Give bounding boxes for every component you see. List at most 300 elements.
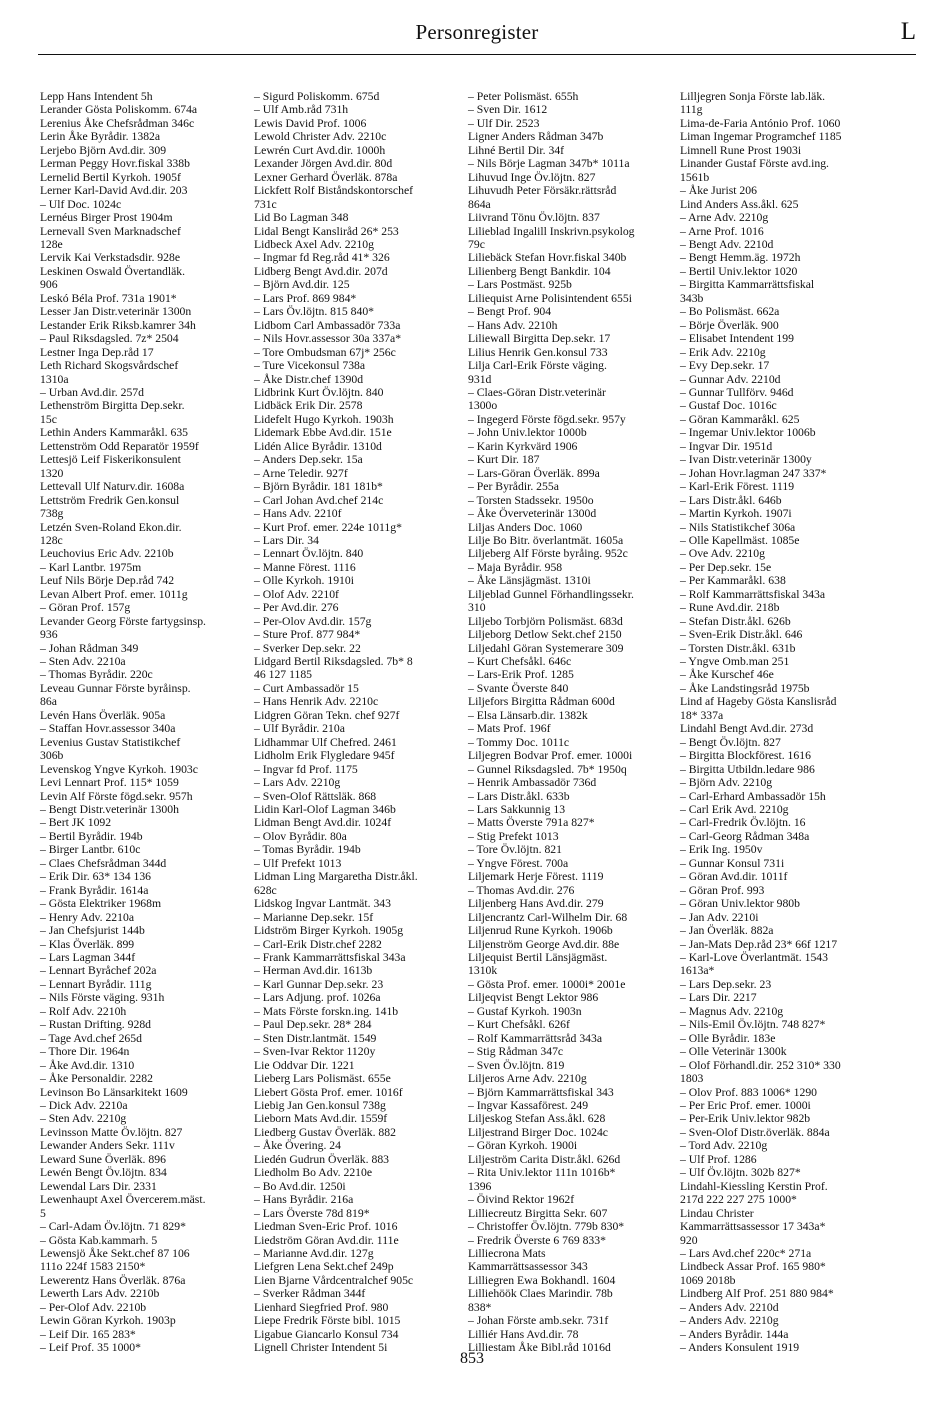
register-entry: Lidin Karl-Olof Lagman 346b <box>254 803 396 817</box>
register-entry: – Lars Postmäst. 925b <box>468 278 572 292</box>
register-entry: Lie Oddvar Dir. 1221 <box>254 1058 355 1072</box>
register-entry: Lestner Inga Dep.råd 17 <box>40 345 154 359</box>
register-entry: – Anders Byrådir. 144a <box>680 1327 789 1341</box>
register-entry: – Bengt Prof. 904 <box>468 305 552 319</box>
register-entry: Lernelid Bertil Kyrkoh. 1905f <box>40 170 181 184</box>
register-entry: – Olle Byrådir. 183e <box>680 1031 776 1045</box>
register-entry: – Åke Avd.dir. 1310 <box>40 1058 135 1072</box>
register-entry: – Ingmar fd Reg.råd 41* 326 <box>254 251 390 265</box>
register-entry: – Gustaf Kyrkoh. 1903n <box>468 1004 582 1018</box>
section-letter: L <box>900 18 916 45</box>
register-entry: – Åke Landstingsråd 1975b <box>680 681 810 695</box>
register-entry: Levenius Gustav Statistikchef <box>40 735 181 749</box>
register-entry: – Rustan Drifting. 928d <box>40 1018 152 1032</box>
register-entry: – Lars Dir. 34 <box>254 533 319 547</box>
register-entry: – Carl-Fredrik Öv.löjtn. 16 <box>680 816 806 830</box>
register-entry: Lewold Christer Adv. 2210c <box>254 130 387 144</box>
register-entry: Lethin Anders Kammaråkl. 635 <box>40 426 189 440</box>
register-entry: – Kurt Prof. emer. 224e 1011g* <box>254 520 402 534</box>
register-entry: – Lars Sakkunnig 13 <box>468 803 566 817</box>
register-entry: Lidberg Bengt Avd.dir. 207d <box>254 264 388 278</box>
register-entry: 306b <box>40 749 64 763</box>
register-entry: – Fredrik Överste 6 769 833* <box>468 1233 606 1247</box>
register-entry: Lexner Gerhard Överläk. 878a <box>254 170 398 184</box>
register-entry: – Gustaf Doc. 1016c <box>680 399 777 413</box>
register-entry: Ligner Anders Rådman 347b <box>468 130 604 144</box>
register-entry: Limnell Rune Prost 1903i <box>680 143 802 157</box>
register-entry: 343b <box>680 291 704 305</box>
register-entry: – Paul Dep.sekr. 28* 284 <box>254 1018 372 1032</box>
register-entry: – Olov Byrådir. 80a <box>254 829 347 843</box>
register-entry: – Thomas Avd.dir. 276 <box>468 883 575 897</box>
register-entry: 310 <box>468 601 486 615</box>
register-entry: – Ingemar Univ.lektor 1006b <box>680 426 816 440</box>
register-entry: – Johan Förste amb.sekr. 731f <box>468 1314 609 1328</box>
register-entry: Lilius Henrik Gen.konsul 733 <box>468 345 608 359</box>
register-entry: Leuf Nils Börje Dep.råd 742 <box>40 574 175 588</box>
register-entry: – Arne Teledir. 927f <box>254 466 348 480</box>
register-entry: – Maja Byrådir. 958 <box>468 560 563 574</box>
register-entry: – Åke Personaldir. 2282 <box>40 1072 153 1086</box>
register-entry: – Carl Erik Avd. 2210g <box>680 803 789 817</box>
register-entry: Leveau Gunnar Förste byråinsp. <box>40 681 191 695</box>
register-entry: – Sven Öv.löjtn. 819 <box>468 1058 565 1072</box>
register-entry: Liljeström Carita Distr.åkl. 626d <box>468 1152 621 1166</box>
register-entry: – Marianne Avd.dir. 127g <box>254 1246 374 1260</box>
register-entry: Lexander Jörgen Avd.dir. 80d <box>254 157 393 171</box>
register-entry: Liljequist Bertil Länsjägmäst. <box>468 951 608 964</box>
register-entry: 1803 <box>680 1072 704 1086</box>
register-entry: – Åke Kurschef 46e <box>680 668 774 682</box>
register-entry: – Ingvar fd Prof. 1175 <box>254 762 358 776</box>
register-entry: – Rolf Kammarrättsråd 343a <box>468 1031 603 1045</box>
register-entry: – Ulf Dir. 2523 <box>468 116 540 130</box>
register-entry: 15c <box>40 412 57 426</box>
page-title: Personregister <box>415 20 539 44</box>
register-entry: – Nils-Emil Öv.löjtn. 748 827* <box>680 1018 826 1032</box>
register-entry: – Tore Öv.löjtn. 821 <box>468 843 562 857</box>
register-entry: – Lars Adjung. prof. 1026a <box>254 991 381 1005</box>
register-entry: Lilliehöök Claes Marindir. 78b <box>468 1287 613 1301</box>
register-entry: – Per Kammaråkl. 638 <box>680 574 786 588</box>
register-entry: – Anders Dep.sekr. 15a <box>254 453 363 467</box>
register-entry: – Sven-Ivar Rektor 1120y <box>254 1045 376 1059</box>
register-entry: – Ulf Prof. 1286 <box>680 1152 757 1166</box>
register-entry: Lidman Ling Margaretha Distr.åkl. <box>254 870 418 884</box>
register-entry: – Gösta Prof. emer. 1000i* 2001e <box>468 977 626 991</box>
register-entry: Lindberg Alf Prof. 251 880 984* <box>680 1287 834 1301</box>
register-entry: Leskó Béla Prof. 731a 1901* <box>40 291 177 305</box>
register-entry: – Herman Avd.dir. 1613b <box>254 964 373 978</box>
register-entry: – Ingegerd Förste fögd.sekr. 957y <box>468 412 626 426</box>
register-entry: Lien Bjarne Vårdcentralchef 905c <box>254 1273 414 1287</box>
register-entry: Lewerth Lars Adv. 2210b <box>40 1287 160 1301</box>
register-entry: Liebert Gösta Prof. emer. 1016f <box>254 1085 403 1099</box>
register-entry: – Svante Överste 840 <box>468 681 569 695</box>
register-entry: – Lars-Erik Prof. 1285 <box>468 668 574 682</box>
register-entry: – Åke Övering. 24 <box>254 1139 341 1153</box>
register-entry: Lidal Bengt Kansliråd 26* 253 <box>254 224 399 238</box>
register-entry: – Sven Dir. 1612 <box>468 103 548 117</box>
register-entry: – Johan Rådman 349 <box>40 641 139 655</box>
register-entry: – Thore Dir. 1964n <box>40 1045 130 1059</box>
register-entry: – Klas Överläk. 899 <box>40 937 135 951</box>
register-entry: Leskinen Oswald Övertandläk. <box>40 264 186 278</box>
register-entry: – Lars Avd.chef 220c* 271a <box>680 1246 812 1260</box>
register-entry: Lilliecrona Mats <box>468 1246 546 1260</box>
register-entry: – Björn Adv. 2210g <box>680 776 773 790</box>
register-entry: – Sigurd Poliskomm. 675d <box>254 90 380 103</box>
register-entry: Lettström Fredrik Gen.konsul <box>40 493 180 507</box>
register-entry: Liljenberg Hans Avd.dir. 279 <box>468 897 604 911</box>
register-entry: 79c <box>468 237 485 251</box>
register-entry: – Hans Byrådir. 216a <box>254 1193 354 1207</box>
register-entry: Liljefors Birgitta Rådman 600d <box>468 695 615 709</box>
register-entry: – Nils Börje Lagman 347b* 1011a <box>468 157 630 171</box>
register-entry: Lewin Göran Kyrkoh. 1903p <box>40 1314 176 1328</box>
register-entry: – Per Eric Prof. emer. 1000i <box>680 1098 811 1112</box>
register-entry: – Olof Adv. 2210f <box>254 587 339 601</box>
register-entry: – Bert JK 1092 <box>40 816 112 830</box>
register-entry: Lerjebo Björn Avd.dir. 309 <box>40 143 167 157</box>
register-entry: – Frank Byrådir. 1614a <box>40 883 149 897</box>
register-entry: Lerin Åke Byrådir. 1382a <box>40 130 161 144</box>
register-entry: Levin Alf Förste fögd.sekr. 957h <box>40 789 193 803</box>
register-entry: – Anders Adv. 2210d <box>680 1300 779 1314</box>
register-entry: – Kurt Chefsåkl. 626f <box>468 1018 570 1032</box>
register-entry: – Lars Prof. 869 984* <box>254 291 357 305</box>
register-entry: Lerenius Åke Chefsrådman 346c <box>40 116 195 130</box>
register-entry: Lilieblad Ingalill Inskrivn.psykolog <box>468 224 635 238</box>
register-entry: Lickfett Rolf Biståndskontorschef <box>254 184 414 198</box>
register-entry: Lilljegren Sonja Förste lab.läk. <box>680 90 826 103</box>
register-entry: Liljas Anders Doc. 1060 <box>468 520 583 534</box>
register-entry: – Björn Kammarrättsfiskal 343 <box>468 1085 614 1099</box>
register-entry: – Martin Kyrkoh. 1907i <box>680 507 792 521</box>
register-entry: – Hans Henrik Adv. 2210c <box>254 695 379 709</box>
register-entry: Leward Sune Överläk. 896 <box>40 1152 166 1166</box>
register-entry: Lihuvudh Peter Försäkr.rättsråd <box>468 184 617 198</box>
register-entry: – Göran Kyrkoh. 1900i <box>468 1139 578 1153</box>
register-entry: 86a <box>40 695 57 709</box>
register-entry: – Lennart Byråchef 202a <box>40 964 157 978</box>
register-entry: Liliebäck Stefan Hovr.fiskal 340b <box>468 251 627 265</box>
register-entry: – Karl Gunnar Dep.sekr. 23 <box>254 977 384 991</box>
register-entry: – Bengt Distr.veterinär 1300h <box>40 803 179 817</box>
register-entry: Levenskog Yngve Kyrkoh. 1903c <box>40 762 198 776</box>
register-entry: – Curt Ambassadör 15 <box>254 681 359 695</box>
register-entry: Liedberg Gustav Överläk. 882 <box>254 1125 396 1139</box>
register-entry: – Erik Ing. 1950v <box>680 843 763 857</box>
register-entry: – Björn Avd.dir. 125 <box>254 278 350 292</box>
register-entry: – Hans Adv. 2210f <box>254 507 342 521</box>
register-entry: – Bertil Univ.lektor 1020 <box>680 264 798 278</box>
register-entry: Kammarrättsassessor 343 <box>468 1260 588 1274</box>
register-entry: – Mats Prof. 196f <box>468 722 551 736</box>
register-entry: 936 <box>40 628 58 642</box>
register-entry: – Lennart Byrådir. 111g <box>40 977 152 991</box>
register-entry: – Johan Hovr.lagman 247 337* <box>680 466 827 480</box>
register-entry: – Per Byrådir. 255a <box>468 480 559 494</box>
register-entry: – Carl-Erik Distr.chef 2282 <box>254 937 382 951</box>
register-entry: Lidén Alice Byrådir. 1310d <box>254 439 382 453</box>
register-entry: – Gunnar Tullförv. 946d <box>680 385 794 399</box>
register-entry: Levinsson Matte Öv.löjtn. 827 <box>40 1125 183 1139</box>
register-entry: – Ingvar Dir. 1951d <box>680 439 773 453</box>
register-column-3 <box>468 90 678 1355</box>
register-entry: 5 <box>40 1206 46 1220</box>
register-entry: – Birgitta Blockförest. 1616 <box>680 749 811 763</box>
register-entry: Lettenström Odd Reparatör 1959f <box>40 439 199 453</box>
register-entry: Levander Georg Förste fartygsinsp. <box>40 614 206 628</box>
register-entry: Lervik Kai Verkstadsdir. 928e <box>40 251 181 265</box>
register-entry: – Carl-Adam Öv.löjtn. 71 829* <box>40 1220 186 1234</box>
register-entry: Lidefelt Hugo Kyrkoh. 1903h <box>254 412 394 426</box>
register-entry: Lidholm Erik Flygledare 945f <box>254 749 395 763</box>
register-entry: Lidgard Bertil Riksdagsled. 7b* 8 <box>254 655 413 669</box>
register-entry: – Sverker Rådman 344f <box>254 1287 366 1301</box>
register-entry: 738g <box>40 507 64 521</box>
register-entry: – Rolf Kammarrättsfiskal 343a <box>680 587 826 601</box>
register-column-2 <box>254 90 464 1355</box>
register-entry: Lindahl Bengt Avd.dir. 273d <box>680 722 814 736</box>
register-entry: – Nils Hovr.assessor 30a 337a* <box>254 332 402 346</box>
register-entry: – Henrik Ambassadör 736d <box>468 776 597 790</box>
register-entry: Lilje Bo Bitr. överlantmät. 1605a <box>468 533 624 547</box>
register-entry: 128c <box>40 533 63 547</box>
register-entry: 838* <box>468 1300 492 1314</box>
register-entry: – Gunnar Konsul 731i <box>680 856 785 870</box>
register-entry: – Anders Adv. 2210g <box>680 1314 779 1328</box>
register-entry: Liivrand Tönu Öv.löjtn. 837 <box>468 211 600 225</box>
register-entry: Liepe Fredrik Förste bibl. 1015 <box>254 1314 401 1328</box>
register-entry: – Arne Prof. 1016 <box>680 224 764 238</box>
register-entry: Levinson Bo Länsarkitekt 1609 <box>40 1085 188 1099</box>
register-entry: Lewenhaupt Axel Övercerem.mäst. <box>40 1193 206 1207</box>
register-entry: – Kurt Chefsåkl. 646c <box>468 655 572 669</box>
register-entry: – Göran Avd.dir. 1011f <box>680 870 788 884</box>
register-entry: – Jan Chefsjurist 144b <box>40 924 145 938</box>
register-entry: – Rolf Adv. 2210h <box>40 1004 127 1018</box>
register-entry: Levan Albert Prof. emer. 1011g <box>40 587 188 601</box>
register-entry: – Thomas Byrådir. 220c <box>40 668 153 682</box>
register-entry: 731c <box>254 197 277 211</box>
register-entry: – Åke Överveterinär 1300d <box>468 507 597 521</box>
register-entry: Lindau Christer <box>680 1206 754 1220</box>
register-entry: Lima-de-Faria António Prof. 1060 <box>680 116 841 130</box>
register-entry: Liedman Sven-Eric Prof. 1016 <box>254 1220 398 1234</box>
register-entry: – Magnus Adv. 2210g <box>680 1004 784 1018</box>
register-entry: – Lars-Göran Överläk. 899a <box>468 466 600 480</box>
register-entry: – Bo Avd.dir. 1250i <box>254 1179 346 1193</box>
register-entry: – Ove Adv. 2210g <box>680 547 765 561</box>
register-entry: Liljegren Bodvar Prof. emer. 1000i <box>468 749 633 763</box>
register-entry: – Lars Dep.sekr. 23 <box>680 977 772 991</box>
register-entry: – Ulf Prefekt 1013 <box>254 856 342 870</box>
register-entry: – Frank Kammarrättsfiskal 343a <box>254 951 406 964</box>
register-entry: Liefgren Lena Sekt.chef 249p <box>254 1260 394 1274</box>
register-entry: Lidbrink Kurt Öv.löjtn. 840 <box>254 385 384 399</box>
register-entry: 1069 2018b <box>680 1273 736 1287</box>
register-entry: 128e <box>40 237 63 251</box>
register-entry: Lewander Anders Sekr. 111v <box>40 1139 175 1153</box>
register-entry: – Per Avd.dir. 276 <box>254 601 339 615</box>
register-entry: – Matts Överste 791a 827* <box>468 816 595 830</box>
register-entry: Letzén Sven-Roland Ekon.dir. <box>40 520 182 534</box>
register-entry: – Lars Öv.löjtn. 815 840* <box>254 305 375 319</box>
register-entry: Lidskog Ingvar Lantmät. 343 <box>254 897 391 911</box>
register-column-4 <box>680 90 890 1355</box>
register-entry: Lidbom Carl Ambassadör 733a <box>254 318 401 332</box>
register-entry: Lestander Erik Riksb.kamrer 34h <box>40 318 196 332</box>
register-entry: – Yngve Förest. 700a <box>468 856 569 870</box>
register-entry: – Yngve Omb.man 251 <box>680 655 790 669</box>
register-entry: – Rita Univ.lektor 111n 1016b* <box>468 1166 616 1180</box>
register-entry: – Stig Prefekt 1013 <box>468 829 559 843</box>
register-entry: – Anders Konsulent 1919 <box>680 1341 800 1355</box>
register-entry: – Elsa Länsarb.dir. 1382k <box>468 708 588 722</box>
register-entry: 920 <box>680 1233 698 1247</box>
register-entry: – Ture Vicekonsul 738a <box>254 359 366 373</box>
register-entry: – Dick Adv. 2210a <box>40 1098 128 1112</box>
register-entry: 46 127 1185 <box>254 668 313 682</box>
register-entry: – Sten Distr.lantmät. 1549 <box>254 1031 377 1045</box>
register-entry: – Erik Dir. 63* 134 136 <box>40 870 152 884</box>
register-entry: – John Univ.lektor 1000b <box>468 426 587 440</box>
register-entry: 931d <box>468 372 492 386</box>
register-entry: Liedström Göran Avd.dir. 111e <box>254 1233 399 1247</box>
register-entry: – Sture Prof. 877 984* <box>254 628 361 642</box>
register-entry: – Göran Kammaråkl. 625 <box>680 412 800 426</box>
register-entry: 1396 <box>468 1179 492 1193</box>
register-entry: Lilliecreutz Birgitta Sekr. 607 <box>468 1206 608 1220</box>
register-entry: – Karl Lantbr. 1975m <box>40 560 142 574</box>
register-entry: Lilienberg Bengt Bankdir. 104 <box>468 264 611 278</box>
register-entry: Liljeborg Detlow Sekt.chef 2150 <box>468 628 622 642</box>
register-entry: Lidström Birger Kyrkoh. 1905g <box>254 924 404 938</box>
register-entry: 1561b <box>680 170 710 184</box>
register-entry: Lieborn Mats Avd.dir. 1559f <box>254 1112 388 1126</box>
register-entry: – Gunnel Riksdagsled. 7b* 1950q <box>468 762 627 776</box>
register-entry: Liljencrantz Carl-Wilhelm Dir. 68 <box>468 910 628 924</box>
register-entry: – Olle Kapellmäst. 1085e <box>680 533 800 547</box>
register-entry: – Sven-Olof Rättsläk. 868 <box>254 789 377 803</box>
register-entry: Lilliér Hans Avd.dir. 78 <box>468 1327 579 1341</box>
register-entry: – Sten Adv. 2210a <box>40 655 126 669</box>
register-entry: – Öivind Rektor 1962f <box>468 1193 575 1207</box>
register-entry: – Lars Lagman 344f <box>40 951 136 964</box>
register-entry: – Kurt Dir. 187 <box>468 453 540 467</box>
register-entry: – Lennart Öv.löjtn. 840 <box>254 547 364 561</box>
register-entry: – Ulf Amb.råd 731h <box>254 103 349 117</box>
register-entry: – Christoffer Öv.löjtn. 779b 830* <box>468 1220 625 1234</box>
register-entry: – Sven-Olof Distr.överläk. 884a <box>680 1125 830 1139</box>
register-entry: 1320 <box>40 466 64 480</box>
register-entry: Levi Lennart Prof. 115* 1059 <box>40 776 179 790</box>
register-entry: – Göran Prof. 157g <box>40 601 131 615</box>
register-entry: Lepp Hans Intendent 5h <box>40 90 153 103</box>
register-entry: – Tord Adv. 2210g <box>680 1139 768 1153</box>
register-entry: Lidman Bengt Avd.dir. 1024f <box>254 816 392 830</box>
register-entry: 1310k <box>468 964 498 978</box>
register-entry: – Erik Adv. 2210g <box>680 345 766 359</box>
register-entry: – Birgitta Utbildn.ledare 986 <box>680 762 815 776</box>
register-entry: Liljeblad Gunnel Förhandlingssekr. <box>468 587 634 601</box>
register-entry: – Lars Dir. 2217 <box>680 991 757 1005</box>
register-entry: Lind Anders Ass.åkl. 625 <box>680 197 799 211</box>
register-entry: Lieberg Lars Polismäst. 655e <box>254 1072 391 1086</box>
register-entry: – Bo Polismäst. 662a <box>680 305 780 319</box>
register-entry: Lind af Hageby Gösta Kanslisråd <box>680 695 837 709</box>
register-entry: Liliequist Arne Polisintendent 655i <box>468 291 632 305</box>
register-entry: Ligabue Giancarlo Konsul 734 <box>254 1327 399 1341</box>
register-entry: Leth Richard Skogsvårdschef <box>40 359 179 373</box>
register-entry: – Peter Polismäst. 655h <box>468 90 579 103</box>
register-entry: – Tore Ombudsman 67j* 256c <box>254 345 396 359</box>
register-entry: – Gösta Elektriker 1968m <box>40 897 162 911</box>
register-entry: – Birger Lantbr. 610c <box>40 843 141 857</box>
register-entry: – Henry Adv. 2210a <box>40 910 135 924</box>
register-entry: – Tage Avd.chef 265d <box>40 1031 142 1045</box>
register-entry: – Karin Kyrkvärd 1906 <box>468 439 578 453</box>
register-entry: – Stefan Distr.åkl. 626b <box>680 614 791 628</box>
register-entry: – Karl-Love Överlantmät. 1543 <box>680 951 828 964</box>
register-entry: Lerman Peggy Hovr.fiskal 338b <box>40 157 190 171</box>
register-entry: – Leif Dir. 165 283* <box>40 1327 136 1341</box>
register-entry: Lindahl-Kiessling Kerstin Prof. <box>680 1179 828 1193</box>
register-entry: 1300o <box>468 399 498 413</box>
register-entry: Lethenström Birgitta Dep.sekr. <box>40 399 185 413</box>
register-entry: – Gunnar Adv. 2210d <box>680 372 781 386</box>
register-entry: – Sten Adv. 2210g <box>40 1112 127 1126</box>
register-entry: – Elisabet Intendent 199 <box>680 332 794 346</box>
register-entry: – Carl Johan Avd.chef 214c <box>254 493 384 507</box>
register-entry: – Leif Prof. 35 1000* <box>40 1341 141 1355</box>
register-entry: – Olov Prof. 883 1006* 1290 <box>680 1085 818 1099</box>
register-entry: Lerner Karl-David Avd.dir. 203 <box>40 184 188 198</box>
register-entry: – Urban Avd.dir. 257d <box>40 385 144 399</box>
register-entry: – Ulf Byrådir. 210a <box>254 722 345 736</box>
register-column-1 <box>40 90 250 1355</box>
register-entry: Lesser Jan Distr.veterinär 1300n <box>40 305 192 319</box>
register-entry: – Per-Olof Adv. 2210b <box>40 1300 147 1314</box>
register-entry: – Arne Adv. 2210g <box>680 211 769 225</box>
register-entry: Lihuvud Inge Öv.löjtn. 827 <box>468 170 596 184</box>
register-entry: Lidbäck Erik Dir. 2578 <box>254 399 363 413</box>
register-entry: Lidgren Göran Tekn. chef 927f <box>254 708 400 722</box>
register-entry: 628c <box>254 883 277 897</box>
register-entry: – Tomas Byrådir. 194b <box>254 843 361 857</box>
register-entry: – Evy Dep.sekr. 17 <box>680 359 770 373</box>
register-entry: – Olof Förhandl.dir. 252 310* 330 <box>680 1058 841 1072</box>
register-entry: – Per Dep.sekr. 15e <box>680 560 772 574</box>
register-entry: – Nils Förste väging. 931h <box>40 991 165 1005</box>
register-entry: Lidemark Ebbe Avd.dir. 151e <box>254 426 392 440</box>
register-entry: – Birgitta Kammarrättsfiskal <box>680 278 815 292</box>
register-entry: – Lars Distr.åkl. 646b <box>680 493 782 507</box>
register-entry: – Olle Veterinär 1300k <box>680 1045 787 1059</box>
register-entry: – Bertil Byrådir. 194b <box>40 829 143 843</box>
register-entry: Lewerentz Hans Överläk. 876a <box>40 1273 186 1287</box>
register-entry: Linander Gustaf Förste avd.ing. <box>680 157 829 171</box>
register-entry: – Jan-Mats Dep.råd 23* 66f 1217 <box>680 937 838 951</box>
register-entry: Liliewall Birgitta Dep.sekr. 17 <box>468 332 611 346</box>
register-entry: Lettevall Ulf Naturv.dir. 1608a <box>40 480 185 494</box>
register-entry: Leuchovius Eric Adv. 2210b <box>40 547 174 561</box>
register-entry: 111g <box>680 103 703 117</box>
register-entry: – Bengt Öv.löjtn. 827 <box>680 735 781 749</box>
register-entry: – Åke Jurist 206 <box>680 184 757 198</box>
